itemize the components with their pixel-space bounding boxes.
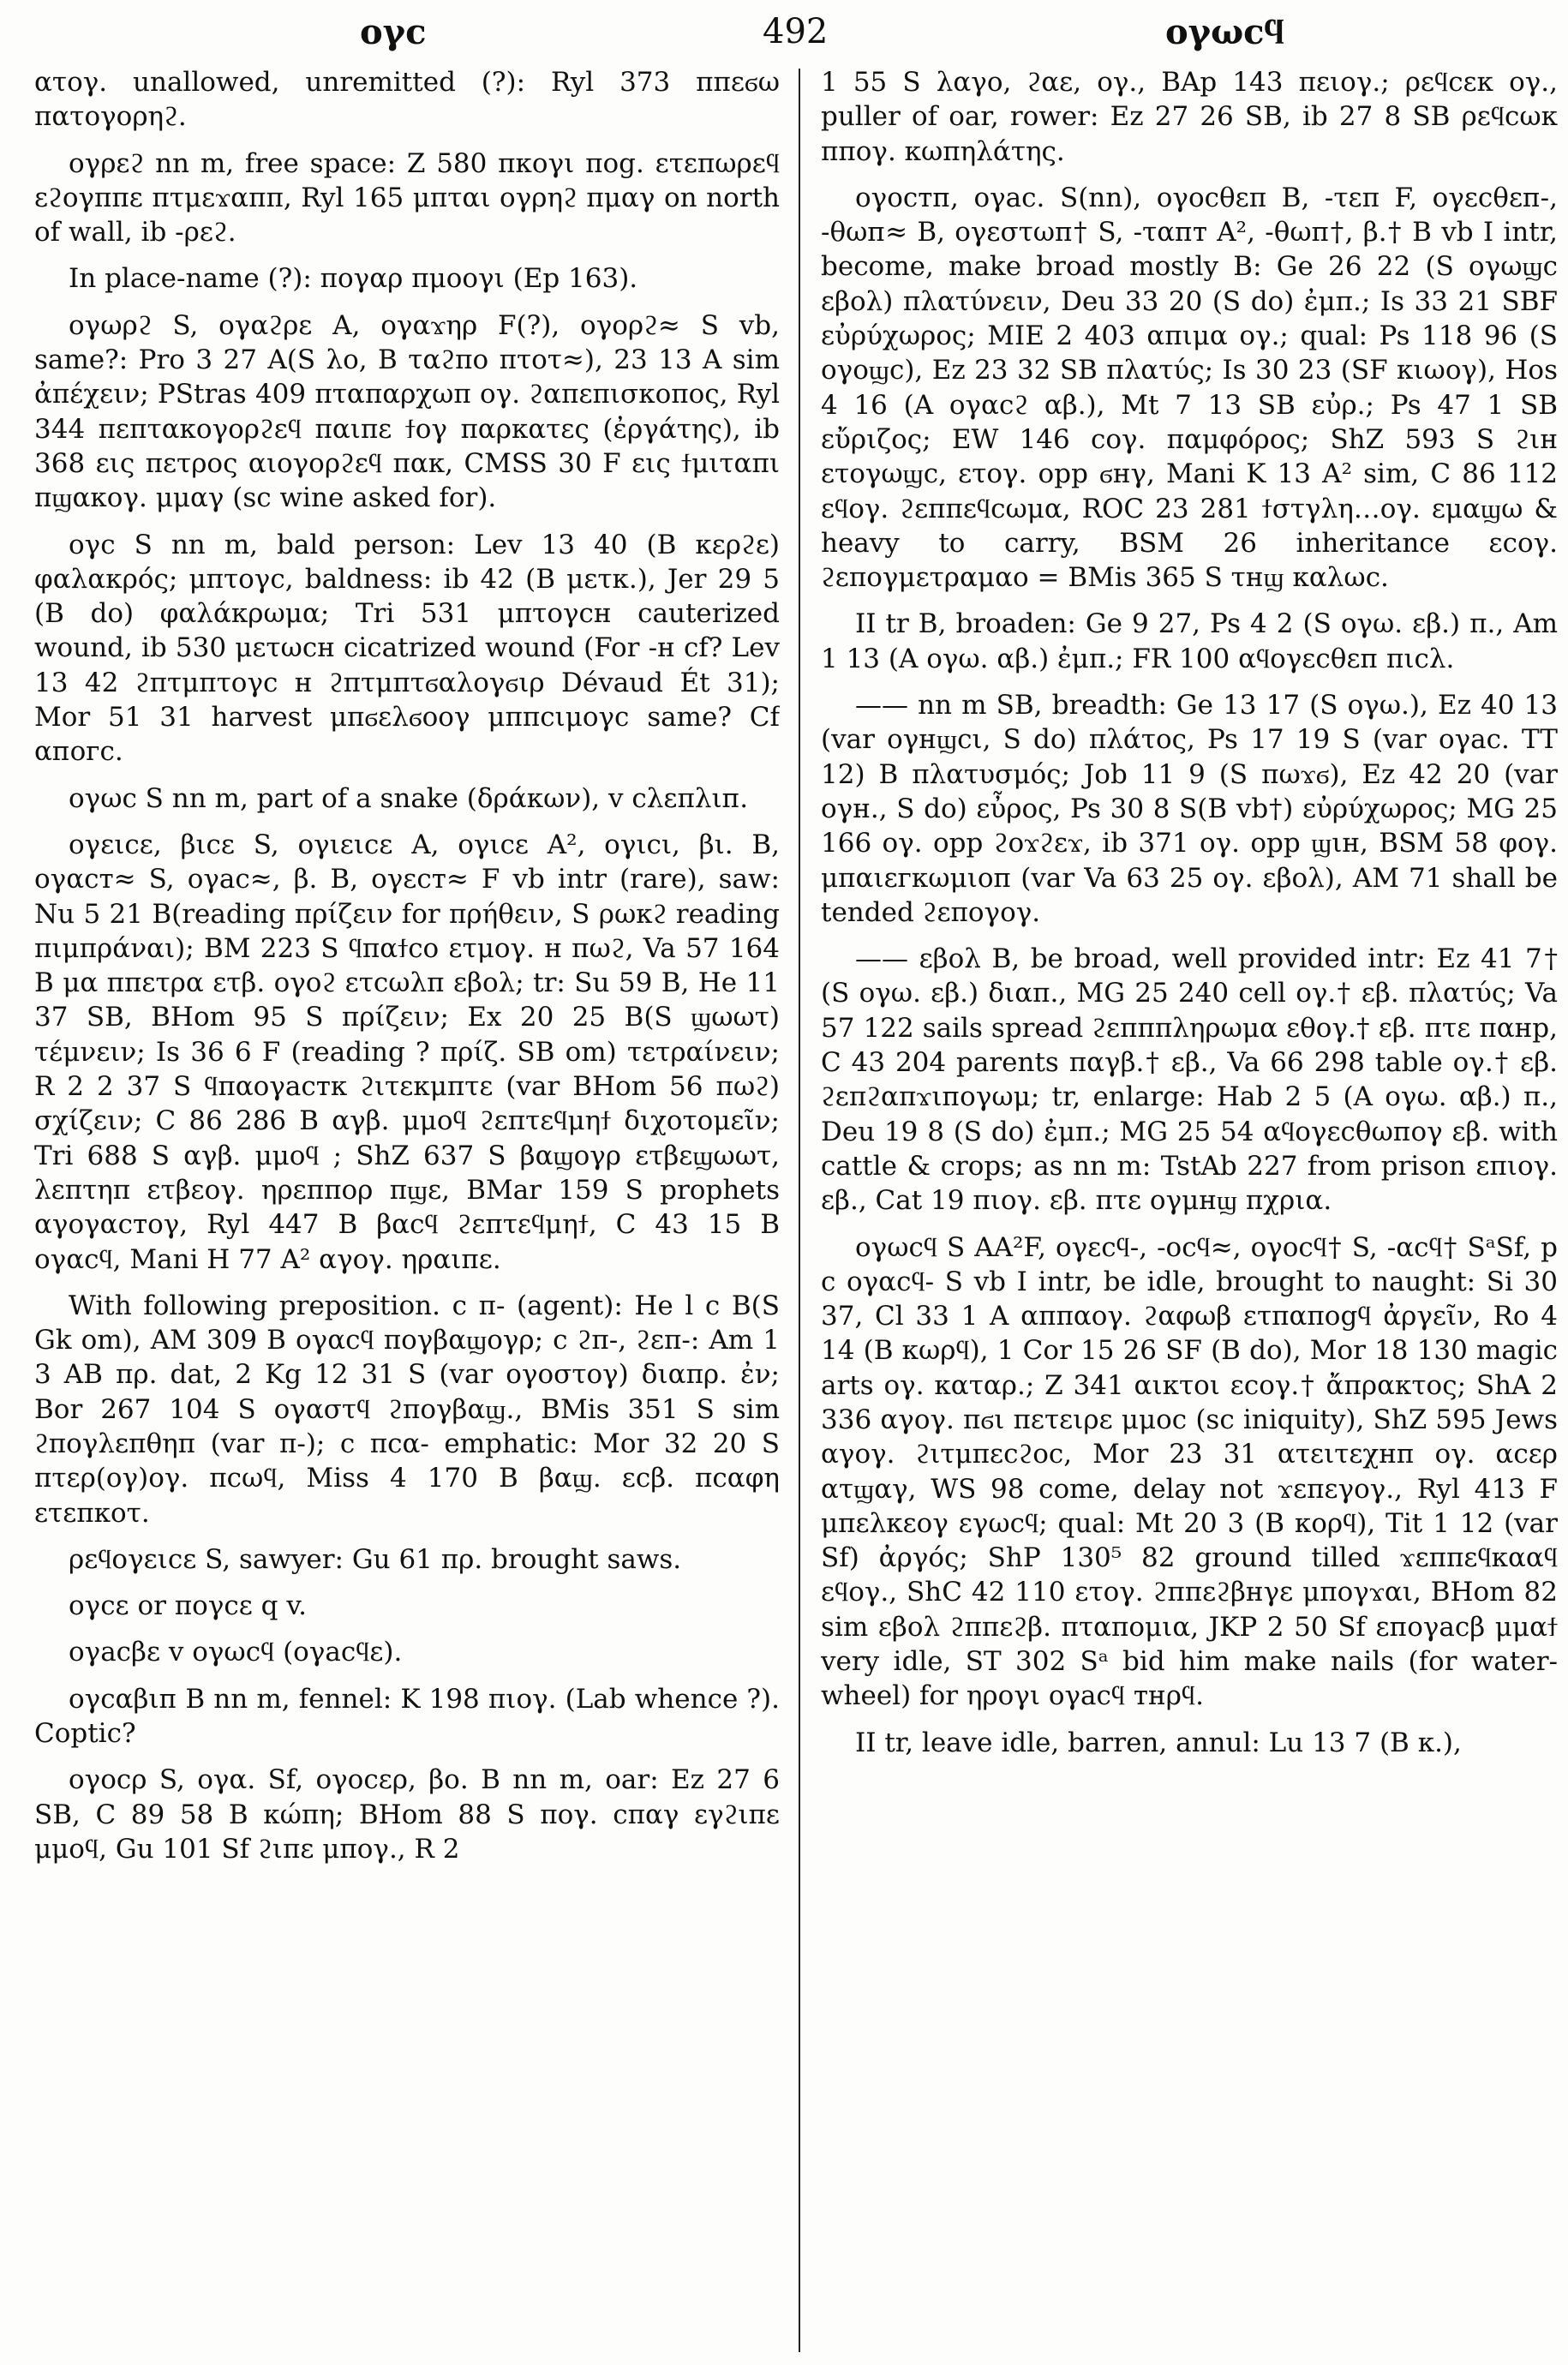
entry-paragraph: ογасβε v ογωсϥ (ογасϥε). [69,1637,403,1668]
entry-paragraph: ογωρϩ S, ογαϩρε A, ογαϫηρ F(?), ογορϩ≈ S vb, same?: Pro 3 27 A(S λο, B ταϩπο πτοτ≈), 23 13 A sim ἀπέχειν; PStras 409 πταπαρχωπ ογ. ϩαπεπισκοπος, Ryl 344 πεπτακογορϩεϥ παιπε ϯογ παρκατες (ἐργάτης), ib 368 εις πετρος αιογορϩεϥ πακ, CMSS 30 F εις ϯμιταπι πϣακογ. μμαγ (sc wine asked for). [34,309,780,514]
entry-paragraph: ογωсϥ S AA²F, ογεсϥ-, -οсϥ≈, ογοсϥ† S, -αсϥ† SᵃSf, p c ογαсϥ- S vb I intr, be idle, brought to naught: Si 30 37, Cl 33 1 A αππαογ. ϩαφωβ ετπαποgϥ ἀργεῖν, Ro 4 14 (B κωρϥ), 1 Cor 15 26 SF (B do), Mor 18 130 magic arts ογ. καταρ.; Z 341 αικτοι εсογ.† ἄπρακτος; ShA 2 336 αγογ. πϭι πετειρε μμοс (sc iniquity), ShZ 595 Jews αγογ. ϩιτμπεсϩοс, Mor 23 31 ατειτεχнп ογ. αсερ ατϣαγ, WS 98 come, delay not ϫεπεγογ., Ryl 413 F μπελκεογ εγωсϥ; qual: Mt 20 3 (B κορϥ), Tit 1 12 (var Sf) ἀργός; ShP 130⁵ 82 ground tilled ϫεππεϥκααϥ εϥογ., ShC 42 110 ετογ. ϩππεϩβнγε μπογϫαι, BHom 82 sim εβολ ϩππεϩβ. πταπομια, JKP 2 50 Sf εпογасβ μμαϯ very idle, ST 302 Sᵃ bid him make nails (for water-wheel) for ηρογι ογасϥ тнρϥ. [821,1231,1558,1712]
entry-paragraph: ρεϥογειсε S, sawyer: Gu 61 πρ. brought saws. [69,1543,682,1575]
entry-paragraph: ογειсε, βιсε S, ογιειсε A, ογιсε A², ογιсι, βι. B, ογαст≈ S, ογас≈, β. B, ογεст≈ F vb intr (rare), saw: Nu 5 21 B(reading πρίζειν for πρήθειν, S ρωκϩ reading πιμπράναι); BM 223 S ϥπαϯсο ετμογ. н πωϩ, Va 57 164 B μα ππετρα ετβ. ογοϩ ετсωλπ εβολ; tr: Su 59 B, He 11 37 SB, BHom 95 S πρίζειν; Ex 20 25 B(S ϣωωτ) τέμνειν; Is 36 6 F (reading ? πρίζ. SB om) τετραίνειν; R 2 2 37 S ϥπαογастк ϩιτεκμπτε (var BHom 56 πωϩ) σχίζειν; C 86 286 B αγβ. μμοϥ ϩεπτεϥμηϯ διχοτομεῖν; Tri 688 S αγβ. μμοϥ ; ShZ 637 S βαϣογρ ετβεϣωωτ, λεπτηπ ετβεογ. ηρεππορ πϣε, BMar 159 S prophets αγογαстογ, Ryl 447 B βαсϥ ϩεπτεϥμηϯ, C 43 15 B ογαсϥ, Mani H 77 A² αγογ. ηραιπε. [34,829,780,1275]
left-column [34,65,780,2353]
entry-paragraph: —— εβολ B, be broad, well provided intr: Ez 41 7† (S ογω. εβ.) διαπ., MG 25 240 cell ογ.† εβ. πλατύς; Va 57 122 sails spread ϩεπππληρωμα εθογ.† εβ. πτε παнр, C 43 204 parents παγβ.† εβ., Va 66 298 table ογ.† εβ. ϩεπϩαπϫιпογωμ; tr, enlarge: Hab 2 5 (A ογω. αβ.) π., Deu 19 8 (S do) ἐμπ.; MG 25 54 αϥογεсθωпογ εβ. with cattle & crops; as nn m: TstAb 227 from prison επιογ. εβ., Cat 19 πιογ. εβ. πτε ογμнϣ πχρια. [821,943,1558,1217]
entry-paragraph: II tr B, broaden: Ge 9 27, Ps 4 2 (S ογω. εβ.) π., Am 1 13 (A ογω. αβ.) ἐμπ.; FR 100 αϥογεсθεп πιсλ. [821,608,1558,674]
running-head-right: ογωсϥ [1165,12,1284,52]
entry-paragraph: ογωс S nn m, part of a snake (δράκων), v cλεπλιп. [69,782,749,814]
entry-paragraph: With following preposition. c π- (agent): He l c B(S Gk om), AM 309 B ογαсϥ πογβαϣογρ; c ϩπ-, ϩεπ-: Am 1 3 AB πρ. dat, 2 Kg 12 31 S (var ογοστογ) διαπρ. ἐν; Bor 267 104 S ογαστϥ ϩπογβαϣ., BMis 351 S sim ϩπογλεπθηπ (var π-); c πсα- emphatic: Mor 32 20 S πτερ(ογ)ογ. πсωϥ, Miss 4 170 B βαϣ. εсβ. πсαφη ετεπκοτ. [34,1290,780,1529]
entry-paragraph: 1 55 S λαγο, ϩαε, ογ., BAp 143 πειογ.; ρεϥсεκ ογ., puller of oar, rower: Ez 27 26 SB, ib 27 8 SB ρεϥсωκ ππογ. κωπηλάτης. [821,67,1558,167]
entry-paragraph: ογсαβιп B nn m, fennel: K 198 πιογ. (Lab whence ?). Coptic? [34,1683,780,1750]
running-head [34,12,1534,60]
entry-paragraph: ογсε or πογсε q v. [69,1590,308,1622]
entry-paragraph: ογс S nn m, bald person: Lev 13 40 (B κερϩε) φαλακρός; μπτογс, baldness: ib 42 (B μετκ.), Jer 29 5 (B do) φαλάκρωμα; Tri 531 μπτογсн cauterized wound, ib 530 μετωсн cicatrized wound (For -н cf? Lev 13 42 ϩπτμπτογс н ϩπτμπτϭαλογϭιρ Dévaud Ét 31); Mor 51 31 harvest μπϭελϭοογ μππсιμογс same? Cf αпогс. [34,529,780,768]
entry-paragraph: ατογ. unallowed, unremitted (?): Ryl 373 ππεϭω πατογορηϩ. [34,67,780,133]
entry-paragraph: —— nn m SB, breadth: Ge 13 17 (S ογω.), Ez 40 13 (var ογнϣсι, S do) πλάτος, Ps 17 19 S (var ογас. TT 12) B πλατυσμός; Job 11 9 (S πωϫϭ), Ez 42 20 (var ογн., S do) εὖρος, Ps 30 8 S(B vb†) εὐρύχωρος; MG 25 166 ογ. opp ϩοϫϩεϫ, ib 371 ογ. opp ϣιн, BSM 58 φογ. μπαιεгкωμιοп (var Va 63 25 ογ. εβολ), AM 71 shall be tended ϩεπογογ. [821,690,1558,928]
entry-paragraph: ογρεϩ nn m, free space: Z 580 πκογι ποg. ετεπωρεϥ εϩογππε πτμεϫαππ, Ryl 165 μπται ογρηϩ πμαγ on north of wall, ib -ρεϩ. [34,147,780,248]
running-head-left: ογс [360,12,427,52]
right-column [821,65,1558,2353]
entry-paragraph: ογοсρ S, ογα. Sf, ογοсερ, βο. B nn m, oar: Ez 27 6 SB, C 89 58 B κώπη; BHom 88 S πογ. сπαγ εγϩιπε μμοϥ, Gu 101 Sf ϩιπε μπογ., R 2 [34,1764,780,1865]
entry-paragraph: ογοстп, ογас. S(nn), ογοсθεπ B, -τεπ F, ογεсθεп-, -θωп≈ B, ογεστωп† S, -ταпт A², -θωп†, β.† B vb I intr, become, make broad mostly B: Ge 26 22 (S ογωϣс εβολ) πλατύνειν, Deu 33 20 (S do) ἐμπ.; Is 33 21 SBF εὐρύχωρος; MIE 2 403 απιμα ογ.; qual: Ps 118 96 (S ογοϣс), Ez 23 32 SB πλατύς; Is 30 23 (SF κιωογ), Hos 4 16 (A ογαсϩ αβ.), Mt 7 13 SB εὐρ.; Ps 47 1 SB εὔριζος; EW 146 сογ. παμφόρος; ShZ 593 S ϩιн ετογωϣс, ετογ. opp ϭнγ, Mani K 13 A² sim, C 86 112 εϥογ. ϩεππεϥсωμα, ROC 23 281 ϯστγλη…ογ. εμαϣω & heavy to carry, BSM 26 inheritance εсογ. ϩεπογμετραμαο = BMis 365 S τнϣ καλωс. [821,182,1558,594]
entry-paragraph: In place-name (?): πογαρ πμοογι (Ep 163). [69,263,638,295]
column-divider [799,69,800,2352]
entry-paragraph: II tr, leave idle, barren, annul: Lu 13 7 (B κ.), [855,1727,1462,1758]
page-number: 492 [763,12,829,51]
